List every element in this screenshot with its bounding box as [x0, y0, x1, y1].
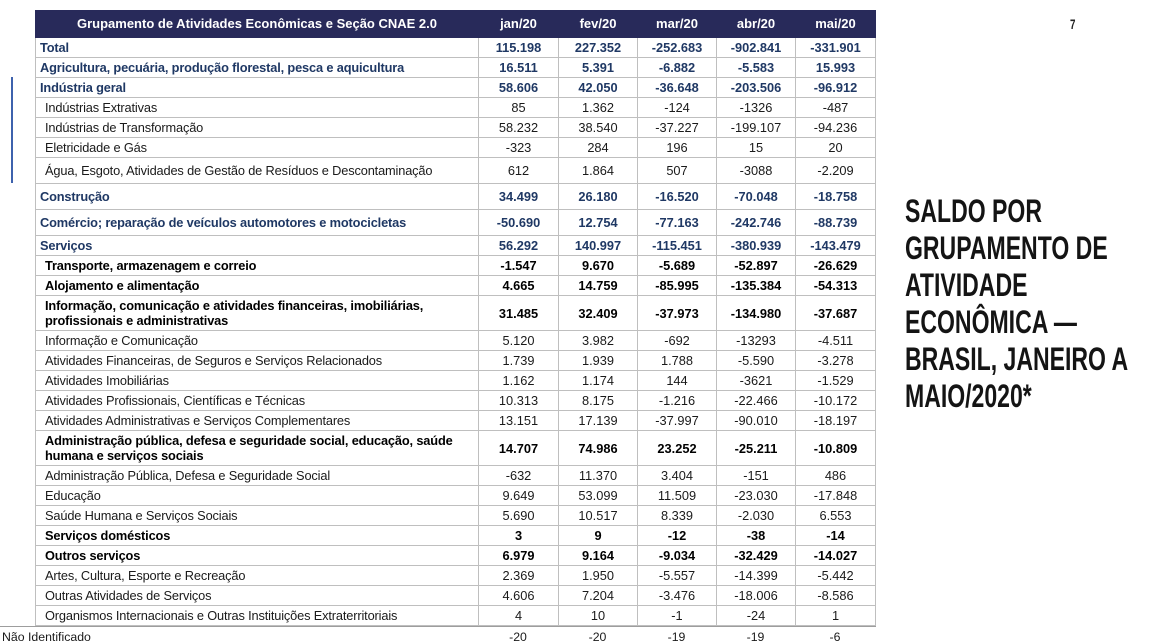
cell-value: -242.746 [717, 210, 796, 236]
table-row [36, 138, 876, 158]
cell-value: 56.292 [479, 236, 559, 256]
cell-value: 20 [796, 138, 876, 158]
cell-value: 4 [479, 606, 559, 626]
cell-value: -22.466 [717, 391, 796, 411]
cell-value: -1.529 [796, 371, 876, 391]
table-row [36, 486, 876, 506]
cell-value: -5.583 [717, 58, 796, 78]
cell-value: -90.010 [717, 411, 796, 431]
cell-value: -14.027 [796, 546, 876, 566]
activities-table [35, 10, 876, 626]
row-label: Alojamento e alimentação [36, 276, 479, 296]
cell-value: -487 [796, 98, 876, 118]
cell-value: 12.754 [559, 210, 638, 236]
table-row [36, 466, 876, 486]
cell-value: -2.209 [796, 158, 876, 184]
cell-value: -96.912 [796, 78, 876, 98]
cell-value: 612 [479, 158, 559, 184]
cell-value: -54.313 [796, 276, 876, 296]
table-area [0, 10, 876, 644]
cell-value: -19 [746, 630, 765, 644]
cell-value: -124 [638, 98, 717, 118]
cell-value: 58.606 [479, 78, 559, 98]
cell-value: -38 [717, 526, 796, 546]
cell-value: -37.997 [638, 411, 717, 431]
row-label: Transporte, armazenagem e correio [36, 256, 479, 276]
row-label: Agricultura, pecuária, produção florestal, pesca e aquicultura [36, 58, 479, 78]
cell-value: 6.553 [796, 506, 876, 526]
cell-value: -70.048 [717, 184, 796, 210]
cell-value: 5.120 [479, 331, 559, 351]
row-label: Água, Esgoto, Atividades de Gestão de Resíduos e Descontaminação [36, 158, 479, 184]
table-row [36, 296, 876, 331]
cell-value: 1.174 [559, 371, 638, 391]
cell-value: -52.897 [717, 256, 796, 276]
cell-value: -10.809 [796, 431, 876, 466]
table-header [36, 11, 876, 38]
row-label: Atividades Profissionais, Científicas e Técnicas [36, 391, 479, 411]
cell-value: -3088 [717, 158, 796, 184]
cell-value: 11.509 [638, 486, 717, 506]
cell-value: -252.683 [638, 38, 717, 58]
cell-value: -5.590 [717, 351, 796, 371]
cell-value: 3.404 [638, 466, 717, 486]
cell-value: -20 [588, 630, 607, 644]
cell-value: 227.352 [559, 38, 638, 58]
cell-value: -380.939 [717, 236, 796, 256]
row-label: Informação, comunicação e atividades financeiras, imobiliárias, profissionais e administrativas [36, 296, 479, 331]
cell-value: -1326 [717, 98, 796, 118]
table-row [36, 431, 876, 466]
cell-value: 8.339 [638, 506, 717, 526]
cell-value: -10.172 [796, 391, 876, 411]
cell-value: 13.151 [479, 411, 559, 431]
page-number: 7 [1070, 16, 1076, 32]
cell-value: 14.759 [559, 276, 638, 296]
row-label: Indústria geral [36, 78, 479, 98]
table-row [36, 371, 876, 391]
row-label: Administração pública, defesa e seguridade social, educação, saúde humana e serviços sociais [36, 431, 479, 466]
row-label: Indústrias de Transformação [36, 118, 479, 138]
table-row [36, 606, 876, 626]
cell-value: -5.557 [638, 566, 717, 586]
table-row [36, 411, 876, 431]
cell-value: 3.982 [559, 331, 638, 351]
cell-value: 9.649 [479, 486, 559, 506]
cell-value: 26.180 [559, 184, 638, 210]
cell-value: -24 [717, 606, 796, 626]
table-row [36, 210, 876, 236]
cell-value: -199.107 [717, 118, 796, 138]
cell-value: -18.006 [717, 586, 796, 606]
table-row [36, 546, 876, 566]
cell-value: 1.362 [559, 98, 638, 118]
cell-value: -135.384 [717, 276, 796, 296]
table-body [36, 38, 876, 626]
table-row [36, 566, 876, 586]
cell-value: 9 [559, 526, 638, 546]
cell-value: 7.204 [559, 586, 638, 606]
table-row [36, 351, 876, 371]
cell-value: 6.979 [479, 546, 559, 566]
cell-value: 4.665 [479, 276, 559, 296]
cell-value: -19 [667, 630, 686, 644]
table-row [36, 331, 876, 351]
cell-value: 15 [717, 138, 796, 158]
cell-value: -331.901 [796, 38, 876, 58]
cell-value: 284 [559, 138, 638, 158]
cell-value: -8.586 [796, 586, 876, 606]
cell-value: 31.485 [479, 296, 559, 331]
cell-value: -18.197 [796, 411, 876, 431]
table-row [36, 256, 876, 276]
cell-value: -32.429 [717, 546, 796, 566]
cell-value: 32.409 [559, 296, 638, 331]
cell-value: -50.690 [479, 210, 559, 236]
cell-value: 42.050 [559, 78, 638, 98]
row-label: Eletricidade e Gás [36, 138, 479, 158]
cell-value: 1.939 [559, 351, 638, 371]
row-label: Outras Atividades de Serviços [36, 586, 479, 606]
cell-value: 10.313 [479, 391, 559, 411]
cell-value: 2.369 [479, 566, 559, 586]
cell-value: 1.864 [559, 158, 638, 184]
table-row [36, 38, 876, 58]
cell-value: -25.211 [717, 431, 796, 466]
slide-title-line: ATIVIDADE [905, 267, 1028, 303]
cell-value: -37.973 [638, 296, 717, 331]
table-row [36, 158, 876, 184]
cell-value: 38.540 [559, 118, 638, 138]
cell-value: 486 [796, 466, 876, 486]
cell-value: 3 [479, 526, 559, 546]
cell-value: -77.163 [638, 210, 717, 236]
cell-value: -1.216 [638, 391, 717, 411]
row-label: Indústrias Extrativas [36, 98, 479, 118]
cell-value: -902.841 [717, 38, 796, 58]
cell-value: -9.034 [638, 546, 717, 566]
row-label: Serviços domésticos [36, 526, 479, 546]
table-row [36, 526, 876, 546]
cell-value: 14.707 [479, 431, 559, 466]
cell-value: -115.451 [638, 236, 717, 256]
slide-title-line: ECONÔMICA — [905, 304, 1077, 340]
row-label: Comércio; reparação de veículos automotores e motocicletas [36, 210, 479, 236]
cell-value: -143.479 [796, 236, 876, 256]
cell-value: -18.758 [796, 184, 876, 210]
slide-title-line: MAIO/2020* [905, 378, 1032, 414]
cell-value: -94.236 [796, 118, 876, 138]
cell-value: 15.993 [796, 58, 876, 78]
row-label: Administração Pública, Defesa e Seguridade Social [36, 466, 479, 486]
cell-value: -12 [638, 526, 717, 546]
cell-value: -26.629 [796, 256, 876, 276]
cell-value: -13293 [717, 331, 796, 351]
cell-value: -23.030 [717, 486, 796, 506]
cell-value: -85.995 [638, 276, 717, 296]
cell-value: 34.499 [479, 184, 559, 210]
cell-value: -20 [509, 630, 527, 644]
table-row [36, 586, 876, 606]
cell-value: 8.175 [559, 391, 638, 411]
row-label: Educação [36, 486, 479, 506]
cell-value: 115.198 [479, 38, 559, 58]
cell-value: -203.506 [717, 78, 796, 98]
slide-title-line: GRUPAMENTO DE [905, 230, 1108, 266]
cell-value: 9.164 [559, 546, 638, 566]
cell-value: 1.788 [638, 351, 717, 371]
row-label: Serviços [36, 236, 479, 256]
table-row [36, 276, 876, 296]
table-row [36, 78, 876, 98]
cell-value: 10.517 [559, 506, 638, 526]
cell-value: -37.687 [796, 296, 876, 331]
slide-title [905, 193, 1128, 415]
cell-value: 53.099 [559, 486, 638, 506]
cell-value: -1 [638, 606, 717, 626]
cell-value: -3621 [717, 371, 796, 391]
cell-value: 23.252 [638, 431, 717, 466]
cell-value: 1.162 [479, 371, 559, 391]
slide-title-line: BRASIL, JANEIRO A [905, 341, 1129, 377]
cell-value: 9.670 [559, 256, 638, 276]
column-header-fev: fev/20 [559, 11, 638, 38]
cell-value: -4.511 [796, 331, 876, 351]
cell-value: 1.739 [479, 351, 559, 371]
cell-value: -632 [479, 466, 559, 486]
row-label: Saúde Humana e Serviços Sociais [36, 506, 479, 526]
cell-value: 507 [638, 158, 717, 184]
row-label: Atividades Financeiras, de Seguros e Serviços Relacionados [36, 351, 479, 371]
cell-value: 196 [638, 138, 717, 158]
cell-value: 1 [796, 606, 876, 626]
cell-value: 74.986 [559, 431, 638, 466]
cell-value: 4.606 [479, 586, 559, 606]
row-label: Atividades Imobiliárias [36, 371, 479, 391]
cell-value: -14 [796, 526, 876, 546]
cell-value: -3.278 [796, 351, 876, 371]
table-row [36, 236, 876, 256]
cell-value: 58.232 [479, 118, 559, 138]
cell-value: -6 [829, 630, 841, 644]
cell-value: -1.547 [479, 256, 559, 276]
cell-value: -5.689 [638, 256, 717, 276]
header-row [36, 11, 876, 38]
row-label: Outros serviços [36, 546, 479, 566]
cell-value: -151 [717, 466, 796, 486]
cell-value: -2.030 [717, 506, 796, 526]
cell-value: 5.690 [479, 506, 559, 526]
cell-value: -5.442 [796, 566, 876, 586]
row-label: Atividades Administrativas e Serviços Complementares [36, 411, 479, 431]
row-label: Não Identificado [2, 630, 91, 644]
table-row [36, 118, 876, 138]
cell-value: -16.520 [638, 184, 717, 210]
cell-value: 16.511 [479, 58, 559, 78]
column-header-abr: abr/20 [717, 11, 796, 38]
table-row [36, 506, 876, 526]
row-label: Organismos Internacionais e Outras Instituições Extraterritoriais [36, 606, 479, 626]
cell-value: 17.139 [559, 411, 638, 431]
cell-value: 1.950 [559, 566, 638, 586]
row-label: Construção [36, 184, 479, 210]
table-row [36, 58, 876, 78]
cell-value: -37.227 [638, 118, 717, 138]
row-label: Total [36, 38, 479, 58]
cell-value: -134.980 [717, 296, 796, 331]
cell-value: 85 [479, 98, 559, 118]
cell-value: -6.882 [638, 58, 717, 78]
cell-value: 140.997 [559, 236, 638, 256]
cell-value: 10 [559, 606, 638, 626]
cell-value: 144 [638, 371, 717, 391]
column-header-mar: mar/20 [638, 11, 717, 38]
row-label: Artes, Cultura, Esporte e Recreação [36, 566, 479, 586]
column-header-grouping: Grupamento de Atividades Econômicas e Seção CNAE 2.0 [36, 11, 479, 38]
column-header-mai: mai/20 [796, 11, 876, 38]
cell-value: -323 [479, 138, 559, 158]
row-label: Informação e Comunicação [36, 331, 479, 351]
table-row [36, 98, 876, 118]
cell-value: 5.391 [559, 58, 638, 78]
cell-value: -692 [638, 331, 717, 351]
cell-value: -36.648 [638, 78, 717, 98]
table-row [36, 391, 876, 411]
cell-value: -88.739 [796, 210, 876, 236]
cell-value: -17.848 [796, 486, 876, 506]
slide-title-line: SALDO POR [905, 193, 1042, 229]
table-row [36, 184, 876, 210]
cell-value: -14.399 [717, 566, 796, 586]
cell-value: 11.370 [559, 466, 638, 486]
column-header-jan: jan/20 [479, 11, 559, 38]
cell-value: -3.476 [638, 586, 717, 606]
